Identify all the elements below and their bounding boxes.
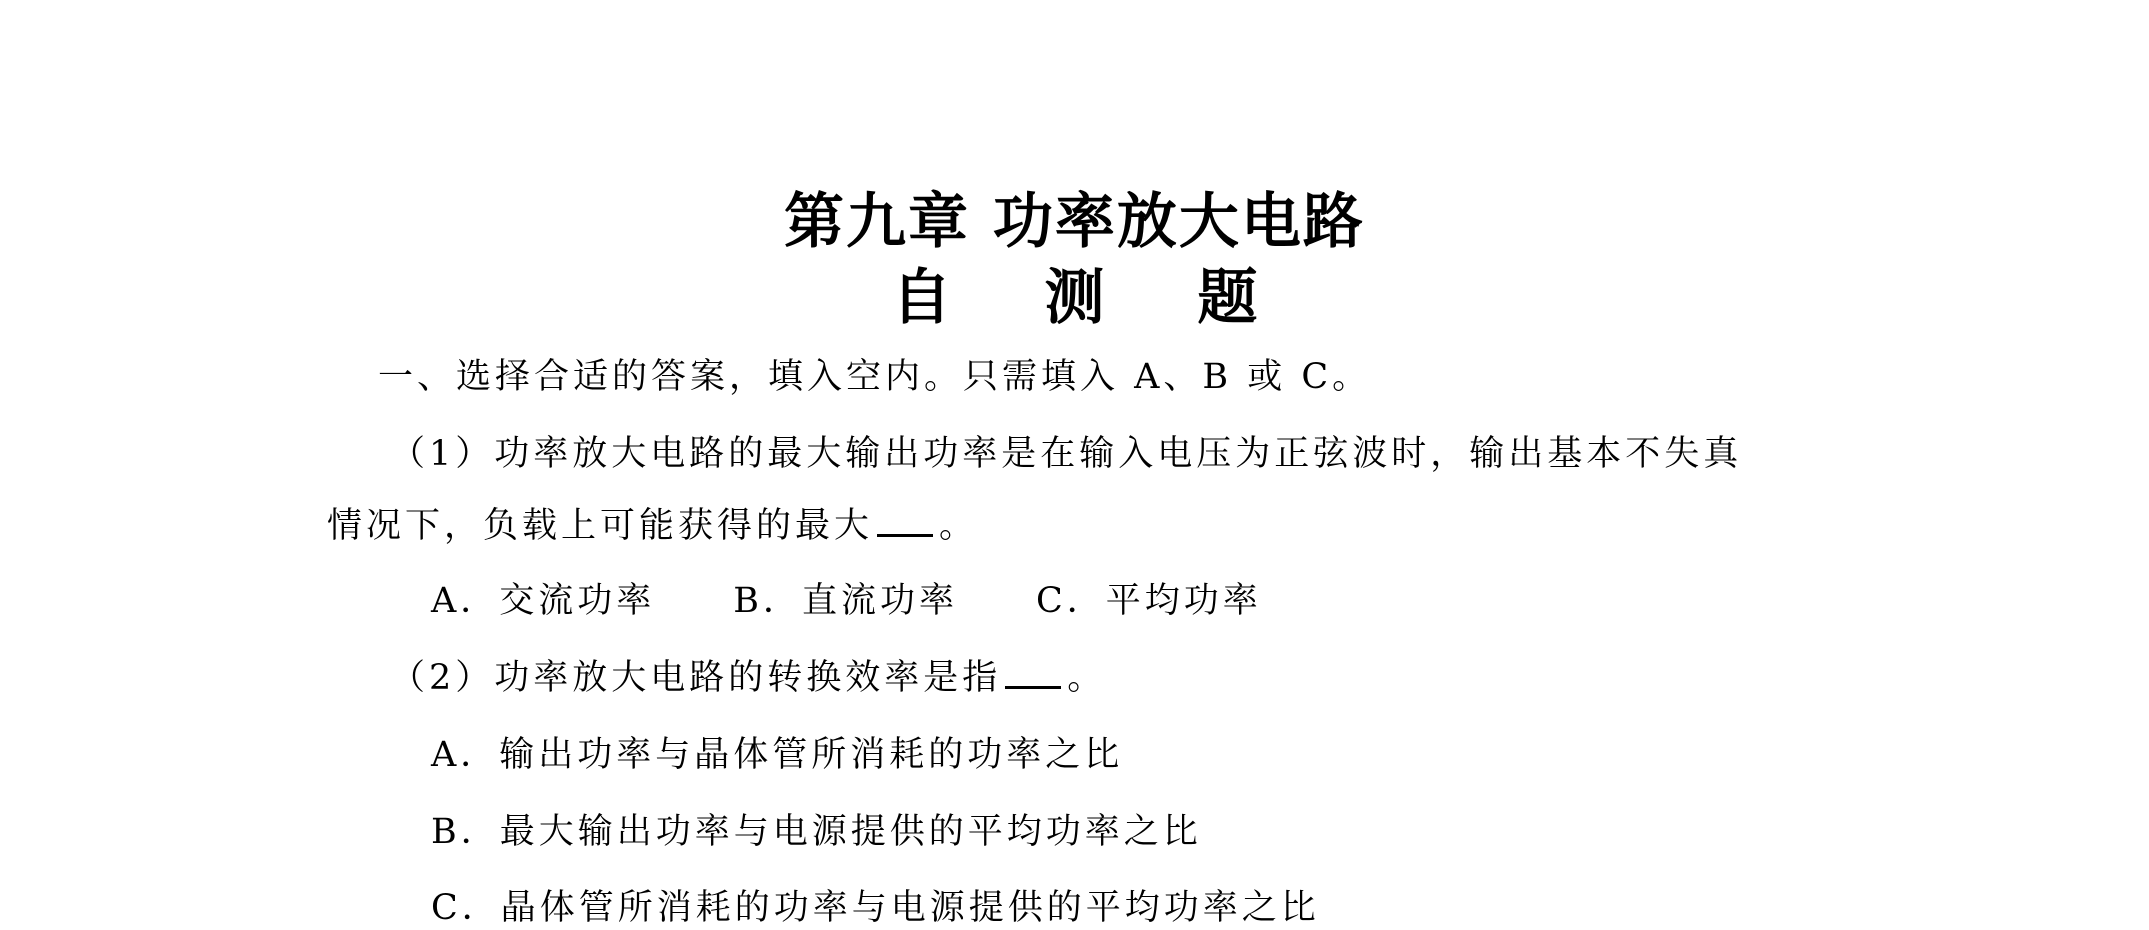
answer-blank bbox=[1005, 685, 1061, 689]
section-subtitle: 自 测 题 bbox=[891, 263, 1294, 333]
question-2-option-a: A．输出功率与晶体管所消耗的功率之比 bbox=[431, 735, 1124, 775]
question-1-option-c: C．平均功率 bbox=[1036, 581, 1262, 621]
question-section-heading: 一、选择合适的答案，填入空内。只需填入 A、B 或 C。 bbox=[378, 357, 1372, 397]
question-1-text-before-blank: 情况下，负载上可能获得的最大 bbox=[327, 506, 874, 546]
chapter-title: 第九章 功率放大电路 bbox=[784, 187, 1365, 257]
question-1-options bbox=[431, 579, 1262, 623]
question-2-text-before-blank: （2）功率放大电路的转换效率是指 bbox=[390, 658, 1002, 698]
question-2-text-after-blank: 。 bbox=[1067, 658, 1107, 698]
question-1-text-after-blank: 。 bbox=[939, 506, 979, 546]
question-2-option-c: C．晶体管所消耗的功率与电源提供的平均功率之比 bbox=[431, 888, 1320, 928]
question-1-option-b: B．直流功率 bbox=[733, 581, 959, 621]
question-2-text bbox=[390, 656, 1106, 700]
question-2-option-b: B．最大输出功率与电源提供的平均功率之比 bbox=[431, 812, 1202, 852]
question-1-text-line2 bbox=[327, 504, 978, 548]
question-1-option-a: A．交流功率 bbox=[431, 581, 656, 621]
answer-blank bbox=[877, 533, 933, 537]
question-1-text-line1: （1）功率放大电路的最大输出功率是在输入电压为正弦波时，输出基本不失真 bbox=[390, 434, 1743, 474]
